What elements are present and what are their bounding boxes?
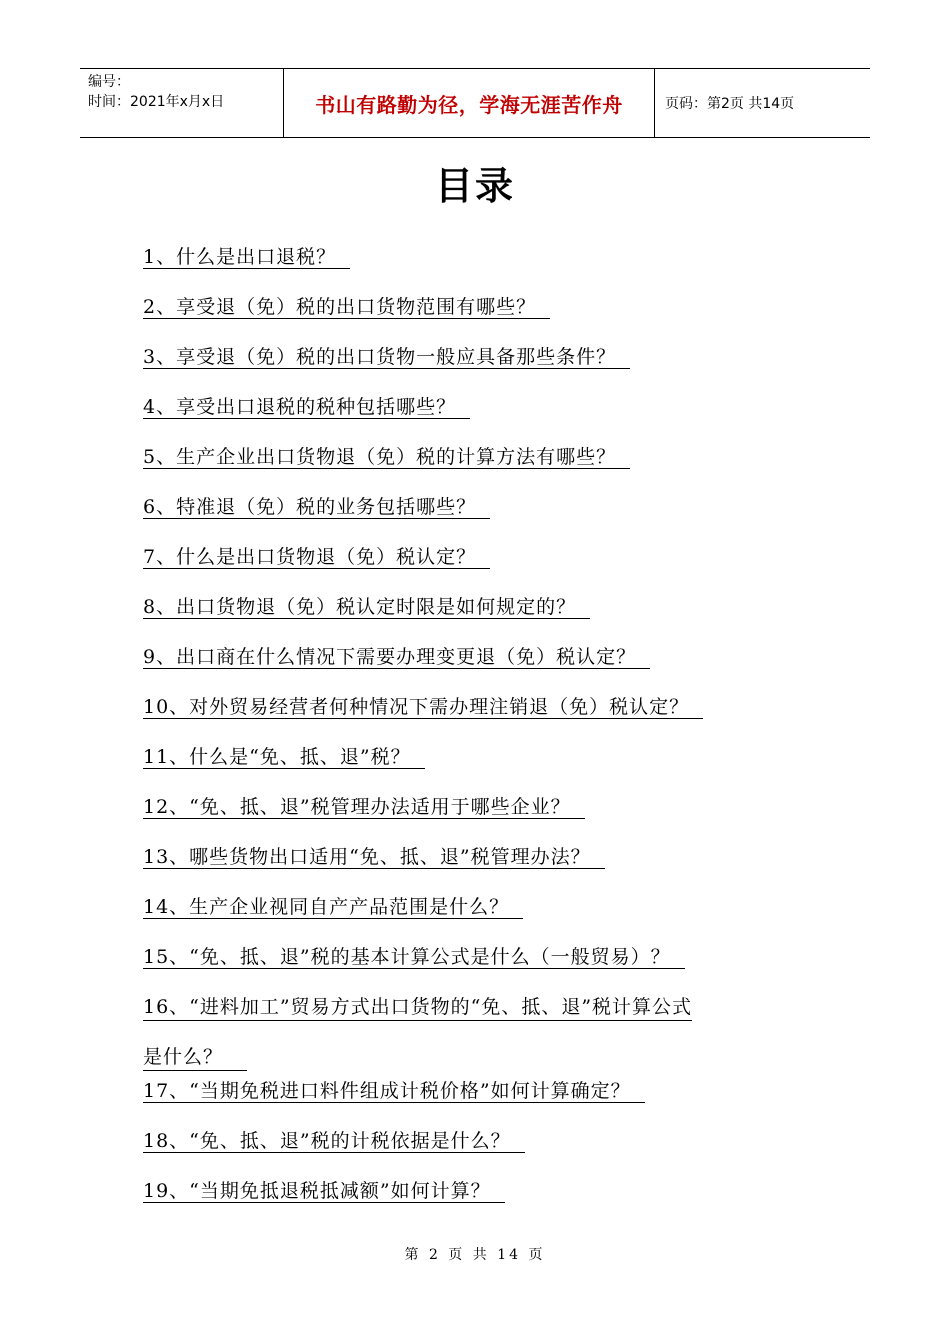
toc-item[interactable]: 19、“当期免抵退税抵减额”如何计算？: [143, 1174, 823, 1224]
date-label: 时间：2021年x月x日: [88, 94, 225, 110]
page-title: 目录: [434, 164, 515, 208]
toc-item[interactable]: 6、特准退（免）税的业务包括哪些？: [143, 490, 823, 540]
toc-item[interactable]: 13、哪些货物出口适用“免、抵、退”税管理办法？: [143, 840, 823, 890]
page-header: [80, 68, 870, 138]
page-footer: 第 2 页 共 14 页: [404, 1247, 546, 1263]
header-motto: 书山有路勤为径，学海无涯苦作舟: [283, 69, 655, 137]
toc-item[interactable]: 11、什么是“免、抵、退”税？: [143, 740, 823, 790]
toc-item[interactable]: 8、出口货物退（免）税认定时限是如何规定的？: [143, 590, 823, 640]
header-page-code: 页码：第2页 共14页: [665, 96, 795, 112]
toc-item[interactable]: 4、享受出口退税的税种包括哪些？: [143, 390, 823, 440]
toc-item[interactable]: [143, 982, 823, 1082]
toc-item-line-2[interactable]: 是什么？: [143, 1046, 247, 1071]
toc-item[interactable]: 10、对外贸易经营者何种情况下需办理注销退（免）税认定？: [143, 690, 823, 740]
toc-item[interactable]: 17、“当期免税进口料件组成计税价格”如何计算确定？: [143, 1074, 823, 1124]
toc-item[interactable]: 15、“免、抵、退”税的基本计算公式是什么（一般贸易）？: [143, 940, 823, 990]
toc-item-line-1[interactable]: 16、“进料加工”贸易方式出口货物的“免、抵、退”税计算公式: [143, 996, 692, 1021]
number-label: 编号：: [88, 74, 130, 90]
header-meta: [80, 69, 283, 137]
toc-item[interactable]: 9、出口商在什么情况下需要办理变更退（免）税认定？: [143, 640, 823, 690]
toc-item[interactable]: 12、“免、抵、退”税管理办法适用于哪些企业？: [143, 790, 823, 840]
toc-item[interactable]: 2、享受退（免）税的出口货物范围有哪些？: [143, 290, 823, 340]
toc-item[interactable]: 1、什么是出口退税？: [143, 240, 823, 290]
toc-item[interactable]: 7、什么是出口货物退（免）税认定？: [143, 540, 823, 590]
toc-item[interactable]: 14、生产企业视同自产产品范围是什么？: [143, 890, 823, 940]
table-of-contents: [143, 240, 823, 1224]
toc-item[interactable]: 5、生产企业出口货物退（免）税的计算方法有哪些？: [143, 440, 823, 490]
toc-item[interactable]: 18、“免、抵、退”税的计税依据是什么？: [143, 1124, 823, 1174]
toc-item[interactable]: 3、享受退（免）税的出口货物一般应具备那些条件？: [143, 340, 823, 390]
